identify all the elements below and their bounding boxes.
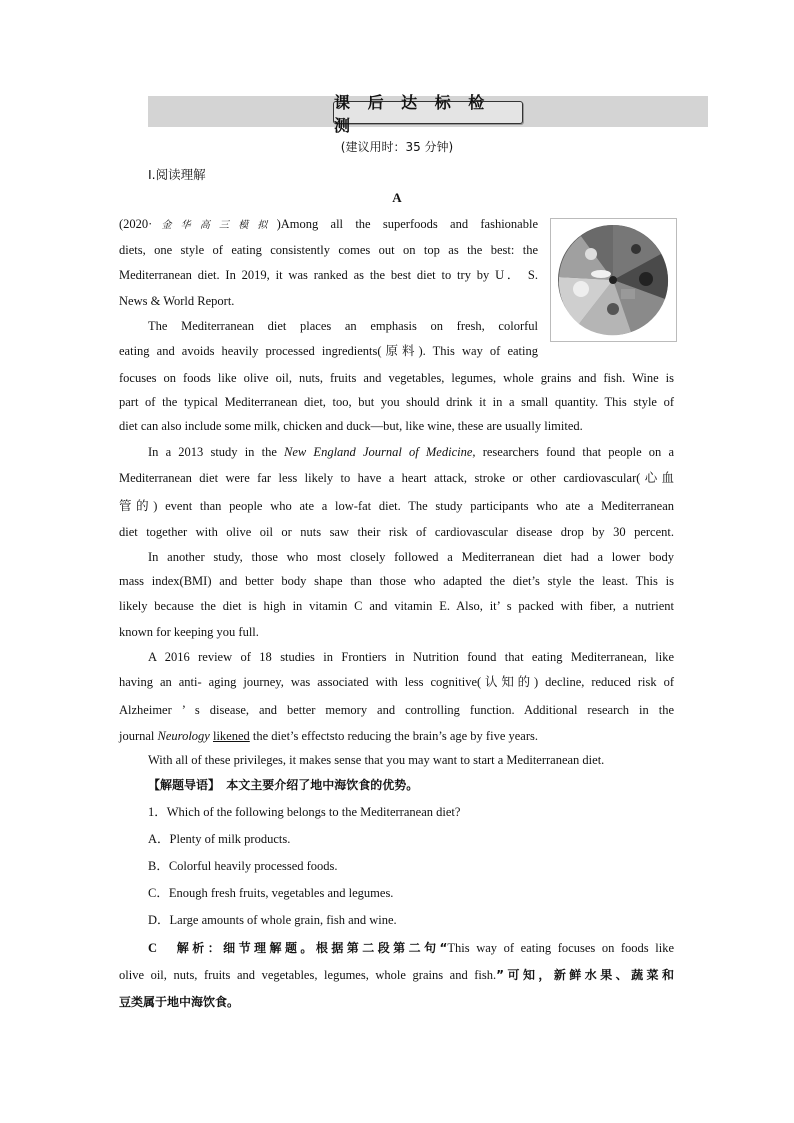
passage-line: journal Neurology likened the diet’s effectsto reducing the brain’s age by five years. [119,729,538,743]
passage-line: diets, one style of eating consistently comes out on top as the best: the [119,243,538,257]
guide-text: 本文主要介绍了地中海饮食的优势。 [226,778,419,792]
mediterranean-food-image [550,218,677,342]
passage-line: diet can also include some milk, chicken and duck—but, like wine, these are usually limited. [119,419,583,433]
answer-line: C 解析：细节理解题。根据第二段第二句“This way of eating focuses on foods like [148,941,675,955]
passage-line: With all of these privileges, it makes sense that you may want to start a Mediterranean diet. [148,753,605,767]
section-heading: Ⅰ.阅读理解 [148,167,206,182]
passage-line: In a 2013 study in the New England Journal of Medicine, researchers found that people on a [148,445,675,459]
passage-line: In another study, those who most closely followed a Mediterranean diet had a lower body [148,550,674,564]
passage-line: eating and avoids heavily processed ingredients(原料). This way of eating [119,344,538,358]
passage-line: known for keeping you full. [119,625,259,639]
journal-title: Neurology [157,729,210,743]
food-platter-icon [551,219,676,341]
journal-title: New England Journal of Medicine, [284,445,476,459]
passage-line: The Mediterranean diet places an emphasis on fresh, colorful [148,319,538,333]
question-stem: 1．Which of the following belongs to the Mediterranean diet? [148,805,461,819]
passage-line: part of the typical Mediterranean diet, too, but you should drink it in a small quantity. This style of [119,395,674,409]
passage-line: focuses on foods like olive oil, nuts, fruits and vegetables, legumes, whole grains and fish. Wine is [119,371,674,385]
passage-line: Mediterranean diet. In 2019, it was ranked as the best diet to try by U． S. [119,268,538,282]
passage-line: mass index(BMI) and better body shape than those who adapted the diet’s style the least. This is [119,574,674,588]
passage-line: Alzheimer ’ s disease, and better memory and controlling function. Additional research in the [119,703,674,717]
option-d: D．Large amounts of whole grain, fish and wine. [148,913,397,927]
passage-line: 管的) event than people who ate a low-fat diet. The study participants who ate a Mediterranean [119,499,674,513]
passage-line: diet together with olive oil or nuts saw their risk of cardiovascular disease drop by 30 percent. [119,525,674,539]
answer-line: olive oil, nuts, fruits and vegetables, legumes, whole grains and fish.”可知，新鲜水果、蔬菜和 [119,968,675,982]
passage-line: News & World Report. [119,294,235,308]
section-title-bar [148,92,708,135]
passage-line: A 2016 review of 18 studies in Frontiers in Nutrition found that eating Mediterranean, like [148,650,674,664]
passage-letter: A [392,190,402,205]
guide-label: 【解题导语】 [148,778,221,792]
section-title: 课 后 达 标 检 测 [334,92,491,135]
passage-line: likely because the diet is high in vitamin C and vitamin E. Also, it’ s packed with fiber, a nutrient [119,599,674,613]
answer-line: 豆类属于地中海饮食。 [119,995,240,1009]
option-a: A．Plenty of milk products. [148,832,291,846]
time-hint: (建议用时：35 分钟) [340,140,454,154]
option-b: B．Colorful heavily processed foods. [148,859,338,873]
answer-letter: C [148,941,158,955]
passage-line: (2020·金华高三模拟)Among all the superfoods and fashionable [119,217,539,231]
passage-line: Mediterranean diet were far less likely to have a heart attack, stroke or other cardiovascular(心血 [119,471,674,485]
section-title-box [333,92,523,135]
passage-line: having an anti- aging journey, was associated with less cognitive(认知的) decline, reduced risk of [119,675,674,689]
underlined-word: likened [212,729,250,743]
source-note: 金华高三模拟 [152,220,277,231]
option-c: C．Enough fresh fruits, vegetables and legumes. [148,886,394,900]
guide-line [148,777,418,793]
